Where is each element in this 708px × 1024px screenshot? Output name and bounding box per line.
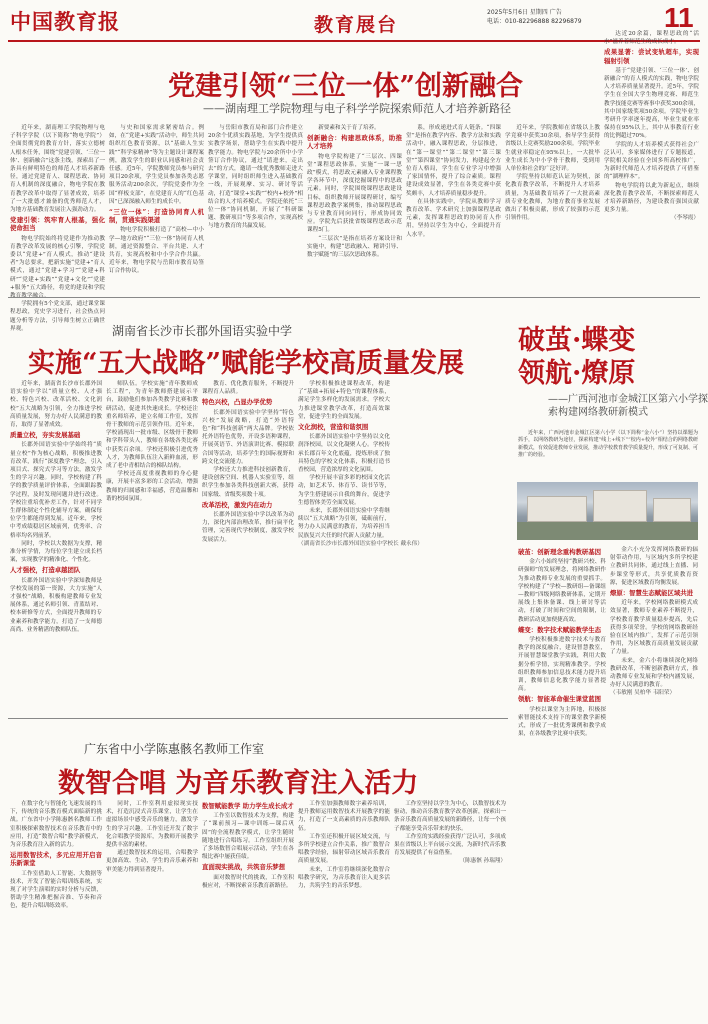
dateline-phone: 电话：010-82296888 82296879 <box>487 18 582 25</box>
article2-title: 实施“五大战略”赋能学校高质量发展 <box>28 348 465 379</box>
article1-column-2: 与史和国家需求紧密结合。例如，在“党建+实践”活动中，师生共同组织红色教育资源，以“基础人生实践”“科学家精神”等为主题设计课程案例，激发学生的职业认同感和社会责任感。近5年，学院教师党员参与研究项目20余项，学生党员参加各类志愿服务活动200余次，学院党委作为全国“样板支部”，在党建育人的“红色基因”已深深融入师生的成长中。 “三位一体”：打造协同育人机制，贯通实践渠道 物电学院积极打造了“高校—中小学—地方政府”“三位一体”协同育人机制，通过资源整合、平台共建、人才共育，实现高校和中小学合作共赢。近年来，物电学院与岳阳市教育局签订合作协议。 <box>109 125 204 275</box>
article2-kicker: 湖南省长沙市长郡外国语实验中学 <box>112 324 293 338</box>
article1-byline: （李琴霞） <box>671 215 699 222</box>
dateline <box>487 8 657 26</box>
edition-title: 教育展台 <box>314 14 399 36</box>
article1-subtitle: ——湖南理工学院物理与电子科学学院探索师范人才培养新路径 <box>203 102 511 115</box>
top-rule <box>8 40 700 42</box>
dateline-date: 2025年5月6日 星期四 广告 <box>487 9 562 16</box>
article3-section-2: 蝶变：数字技术赋能教学生态 <box>518 625 602 634</box>
article1-column-6: 近年来，学院教师在省级以上教学竞赛中获奖30余项，指导学生获得省级以上竞赛奖励200余项。学院毕业生就业率稳定在95%以上，一大批毕业生成长为中小学骨干教师，受到用人单位和社会的广泛好评。 学院坚持以师范认证为契机，深化教育教学改革，不断提升人才培养质量，为基础教育培养了一大批高素质专业化教师，为地方教育事业发展做出了积极贡献，形成了较强的示范引领作用。 <box>505 125 600 222</box>
article1-column-1: 近年来，湖南理工学院物理与电子科学学院（以下简称“物电学院”）全面贯彻党的教育方针，落实立德树人根本任务，围绕“党建引领、‘三位一体’、创新融合”这条主线，探索出了一条具有鲜明特色的师范人才培养新路径，通过党建育人、课程思政、协同育人机制的深度融合，物电学院在教育教学改革中取得了显著成效，培养了一大批德才兼备的优秀师范人才，为地方基础教育发展注入强劲动力。 党建引领：筑牢育人根基，强化使命担当 物电学院始终将党建作为推动教育教学改革发展的核心引擎，学院党委以“党建+”育人模式，推动“建设者”为总要求，把新实施“党建+”育人模式，通过“党建+学习”“党建+科研”“党建+实践”“党建+文化”“党建+服务”五大路径，将党的建设和学院 学院拥有5个党支部，通过课堂课程思政，党史学习进行，社会热点问题分析等方法，引导师生树立正确世界观。 <box>10 125 105 332</box>
article2-section-2: 人才强校，打造卓越团队 <box>10 566 81 575</box>
article2-section-3: 特色兴校，凸显办学优势 <box>202 398 273 407</box>
article1-column-7: 达近20余篇，课程思政的“活水”滋养着师范生的成长成才。 成果显著：尝试变轨超车，实现辐射引领 基于“党建引领、‘三位一体’、创新融合”的育人模式的实践，物电学院人才培养质量显著提升。近5年，学院学生在全国大学生物理竞赛、师范生教学技能竞赛等赛事中获奖300余项，其中国家级奖项50余项。学院毕业生考研升学率逐年提高，毕业生就业率保持在95%以上，其中从事教育行业的比例超过70%。 学院的人才培养模式获得社会广泛认可，多家媒体进行了专题报道，学院相关经验在全国多所高校推广，为新时代师范人才培养提供了可借鉴的“湖理样本”。 物电学院将以此为新起点，继续深化教育教学改革，不断探索师范人才培养新路径，为建设教育强国贡献更多力量。 （李琴霞） <box>604 31 699 222</box>
article1-column-5: 系，形成递进式育人链条。“四课堂”是指在教学内容、教学方法和实践活动中，融入课程思政，分层推进，在“第一课堂”“第二课堂”“第三课堂”“第四课堂”协同发力，构建起全方位育人格局，学生在专业学习中增强了家国情怀，提升了综合素质。课程建设成效显著，学生在各类竞赛中获奖颇丰，人才培养质量稳步提升。 在具体实践中，学院从教师学习教育改革、学术研究上加强课程思政元素，发挥课程思政的协同育人作用，坚持以学生为中心，全面提升育人水平。 <box>406 125 501 238</box>
article4-section-1: 运用数智技术，多元应用开启音乐新课堂 <box>10 851 102 868</box>
article4-kicker: 广东省中小学陈惠骸名教师工作室 <box>84 742 265 756</box>
article3-column-1: 破茧：创新理念重构教研基因 金六小始终坚持“教研兴校、科研强师”的发展理念，将网络教研作为推动教师专业发展的重要抓手。学校构建了“学校—教研组—备课组—教师”四级网络教研体系，定期开展线上集体备课、线上研讨等活动，打破了时间和空间的限制，让教研活动更加便捷高效。 蝶变：数字技术赋能教学生态 学校积极推进数字技术与教育教学的深度融合，建设智慧教室，开展智慧课堂教学实践，利用大数据分析学情，实现精准教学。学校组织教师参加信息技术能力提升培训，教师信息化教学能力显著提高。 领航：智能革命催生课堂蓝图 学校以课堂为主阵地，积极探索智能技术支持下的课堂教学新模式，形成了一批优秀课例和教学成果，在各级教学比赛中获奖。 <box>518 548 606 738</box>
article3-section-1: 破茧：创新理念重构教研基因 <box>518 548 602 556</box>
article4-column-4: 工作室加强教师数字素养培训，提升教师运用数智技术开展教学的能力，打造了一支高素质的音乐教师队伍。 工作室还积极开展区域交流，与多所学校建立合作关系，推广数智合唱教学经验，辐射带动区域音乐教育高质量发展。 未来，工作室将继续深化数智合唱教学研究，为音乐教育注入更多活力，共筑学生的音乐梦想。 <box>298 801 390 890</box>
article4-column-2: 同时，工作室利用虚拟现实技术，打造沉浸式音乐课堂，让学生在虚拟场景中感受音乐的魅力，激发学生的学习兴趣。工作室还开发了数字化合唱教学资源库，为教师开展教学提供丰富的素材。 通过数智技术的运用，合唱教学更加高效、生动，学生的音乐素养和审美能力得到显著提升。 <box>106 801 198 873</box>
article3-section-3: 领航：智能革命催生课堂蓝图 <box>518 695 602 704</box>
article2-section-1: 质量立校，夯实发展基础 <box>10 431 81 440</box>
article3-subtitle-line2: 索构建网络教研新模式 <box>548 407 648 418</box>
article3-subtitle-line1: ——广西河池市金城江区第六小学探 <box>548 394 708 405</box>
article3-column-2: 金六小充分发挥网络教研的辐射带动作用，与区域内多所学校建立教研共同体，通过线上直播、同步课堂等形式，共享优质教育资源，促进区域教育均衡发展。 燎原：智慧生态赋能区域共进 近年来，学校网络教研模式成效显著，教师专业素养不断提升，学校教育教学质量稳步提高，先后获得多项荣誉。学校的网络教研经验在区域内推广，发挥了示范引领作用，为区域教育高质量发展贡献了力量。 未来，金六小将继续深化网络教研改革，不断创新教研方式，推动教师专业发展和学校内涵发展，办好人民满意的教育。 （韦敏刚 吴柏华 韦阳荣） <box>610 547 698 697</box>
article1-column-3: 与岳阳市教育局和部门合作建立20余个优质实践基地，为学生提供真实教学场景，帮助学生在实践中提升教学能力。物电学院与20余所中小学签订合作协议，通过“请进来，走出去”的方式，邀请一线优秀教师走进大学课堂，同时组织师生进入基础教育一线，开展观摩、实习、研讨等活动，打造“课堂+实践”“校内+校外”相结合的人才培养模式。学院还依托“三位一体”协同机制，开展了“科研课题、教研项目”等多项合作，实现高校与地方教育的共赢发展。 <box>208 125 303 230</box>
article2-column-1: 近年来，湖南省长沙市长郡外国语实验中学以“质量立校、人才强校、特色兴校、改革活校、文化润校”五大战略为引领，全力推进学校高质量发展，努力办好人民满意的教育，取得了显著成效。 质量立校，夯实发展基础 长郡外国语实验中学始终将“质量立校”作为核心战略，积极推进教育改革，践行“深度教学”理念，引入项目式、探究式学习等方法，激发学生的学习兴趣。同时，学校构建了科学的教学质量评价体系，全面跟踪教学过程，及时发现问题并进行改进。学校注重培优补差工作，针对不同学生群体制定个性化辅导方案，确保每位学生都能得到发展。近年来，学校中考成绩稳居区域前列，优秀率、合格率均名列前茅。 同时，学校以大数据为支撑，精准分析学情，为每位学生建立成长档案，实现教学的精准化、个性化。 人才强校，打造卓越团队 长郡外国语实验中学深知教师是学校发展的第一资源，大力实施“人才强校”战略，积极构建教师专业发展体系，通过名师引领、青蓝结对、校本研修等方式，全面提升教师的专业素养和教学能力，打造了一支师德高尚、业务精湛的教师队伍。 <box>10 381 102 633</box>
article1-title: 党建引领“三位一体”创新融合 <box>168 71 524 102</box>
article4-section-3: 直面现实挑战，共筑音乐梦想 <box>202 863 286 872</box>
article4-column-3: 数智赋能教学 助力学生成长成才 工作室以数智技术为支撑，构建了“课前预习—课中训练—课后巩固”的全流程教学模式，让学生随时随地进行合唱练习。工作室组织开展了多场数智合唱展示活动，学生在各级比赛中屡获佳绩。 直面现实挑战，共筑音乐梦想 面对数智时代的挑战，工作室积极应对，不断探索音乐教育新路径。 <box>202 802 294 889</box>
article3-byline: （韦敏刚 吴柏华 韦阳荣） <box>610 690 676 697</box>
article3-title-line1: 破茧·蝶变 <box>518 325 636 356</box>
article1-section-1: 党建引领：筑牢育人根基，强化使命担当 <box>10 216 105 233</box>
school-campus-photo <box>517 482 698 540</box>
article2-column-3: 教育、优化教育服务，不断提升课程育人品质。 特色兴校，凸显办学优势 长郡外国语实验中学坚持“特色兴校”发展战略，打造“外语特色”和“科技创新”两大品牌。学校依托外语特色优势，开设多语种课程，开展英语节、外语演讲比赛、模拟联合国等活动，培养学生的国际视野和跨文化交流能力。 学校还大力推进科技创新教育，建设创客空间、机器人实验室等，组织学生参加各类科技创新大赛，获得国家级、省级奖项数十项。 改革活校，激发内在动力 长郡外国语实验中学以改革为动力，深化内部治理改革，推行扁平化管理，完善现代学校制度，激发学校发展活力。 <box>202 381 294 543</box>
article1-column-4: 新要素和关于育了培养。 创新融合：构建思政体系，助推人才培养 物电学院构建了“三层次、四课堂”课程思政体系，实施“一课一思政”模式，将思政元素融入专业课程教学各环节中，深度挖掘课程中的思政元素。同时，学院围绕课程思政建设目标，组织教师开展课程研讨，编写课程思政教学案例集，推动课程思政与专业教育同向同行，形成协同效应。学院先后获批省级课程思政示范课程5门。 “三层次”是指在培养方案设计和实施中，构建“思政融入、精讲引导、数字赋能”的三层次思政体系。 <box>307 125 402 259</box>
page-number: 11 <box>664 2 694 33</box>
article2-byline: （湖南省长沙市长郡外国语实验中学校长 戴永伟） <box>298 540 423 547</box>
article3-intro: 近年来，广西河池市金城江区第六小学（以下简称“金六小”）坚持以课题为抓手，以网络教研为途径，探索构建“线上+线下”“校内+校外”相结合的网络教研新模式，有效促进教师专业发展，推动学校教育教学质量提升，形成了可复制、可推广的经验。 <box>518 430 699 459</box>
article1-section-4: 成果显著：尝试变轨超车，实现辐射引领 <box>604 48 699 65</box>
article2-section-5: 文化润校，营造和谐氛围 <box>298 423 369 432</box>
article2-section-4: 改革活校，激发内在动力 <box>202 500 273 509</box>
article4-byline: （陈惠骸 孙瑞翔） <box>459 858 506 865</box>
article3-section-4: 燎原：智慧生态赋能区域共进 <box>610 589 694 598</box>
divider-1 <box>8 297 700 298</box>
newspaper-logo: 中国教育报 <box>10 9 120 34</box>
article1-section-2: “三位一体”：打造协同育人机制，贯通实践渠道 <box>109 208 204 225</box>
divider-2 <box>8 718 508 719</box>
article3-title-line2: 领航·燎原 <box>518 358 636 389</box>
article4-section-2: 数智赋能教学 助力学生成长成才 <box>202 802 294 810</box>
article2-column-4: 学校积极推进课程改革，构建了“基础+拓展+特色”的课程体系，满足学生多样化的发展需求。学校大力推进课堂教学改革，打造高效课堂，促进学生的全面发展。 文化润校，营造和谐氛围 长郡外国语实验中学坚持以文化润泽校园，以文化凝聚人心。学校传承长郡百年文化底蕴，提炼形成了独具特色的学校文化体系，积极打造书香校园，营造浓厚的文化氛围。 学校开展丰富多彩的校园文化活动，如艺术节、体育节、读书节等，为学生搭建展示自我的舞台，促进学生德智体美劳全面发展。 未来，长郡外国语实验中学将继续以“五大战略”为引领，砥砺前行，努力办人民满意的教育，为培养担当民族复兴大任的时代新人贡献力量。 （湖南省长沙市长郡外国语实验中学校长 戴永伟） <box>298 381 423 547</box>
article1-section-3: 创新融合：构建思政体系，助推人才培养 <box>307 134 402 151</box>
article4-column-1: 在数字化与智能化飞速发展的当下，传统的音乐教育模式面临新的挑战。广东省中小学陈惠骸名教师工作室积极探索数智技术在音乐教育中的应用，打造“数智合唱”教学新模式，为音乐教育注入新的活力。 运用数智技术，多元应用开启音乐新课堂 工作室借助人工智能、大数据等技术，开发了智能合唱训练系统，实现了对学生演唱的实时分析与反馈，帮助学生精准把握音准、节奏和音色，提升合唱训练效率。 <box>10 801 102 910</box>
article2-column-2: 师队伍。学校实施“青年教师成长工程”，为青年教师搭建展示平台，鼓励他们参加各类教学比赛和教研活动，促进其快速成长。学校还注重名师培养，建立名师工作室，发挥骨干教师的示范引领作用。近年来，学校涌现出一批市级、区级骨干教师和学科带头人，教师在各级各类比赛中获奖百余项。学校还积极引进优秀人才，为教师队伍注入新鲜血液，形成了老中青相结合的梯队结构。 学校还高度重视教师的身心健康，开展丰富多彩的工会活动，增强教师的归属感和幸福感，营造温馨和谐的校园氛围。 <box>106 381 198 502</box>
article4-title: 数智合唱 为音乐教育注入活力 <box>58 768 419 799</box>
article4-column-5: 工作室坚持以学生为中心，以数智技术为驱动，推动音乐教育教学改革创新，探索出一条音乐教育高质量发展的新路径，让每一个孩子都能享受音乐带来的快乐。 工作室的实践经验获得广泛认可，多项成果在省级以上平台展示交流，为新时代音乐教育发展提供了有益借鉴。 （陈惠骸 孙瑞翔） <box>394 801 506 865</box>
